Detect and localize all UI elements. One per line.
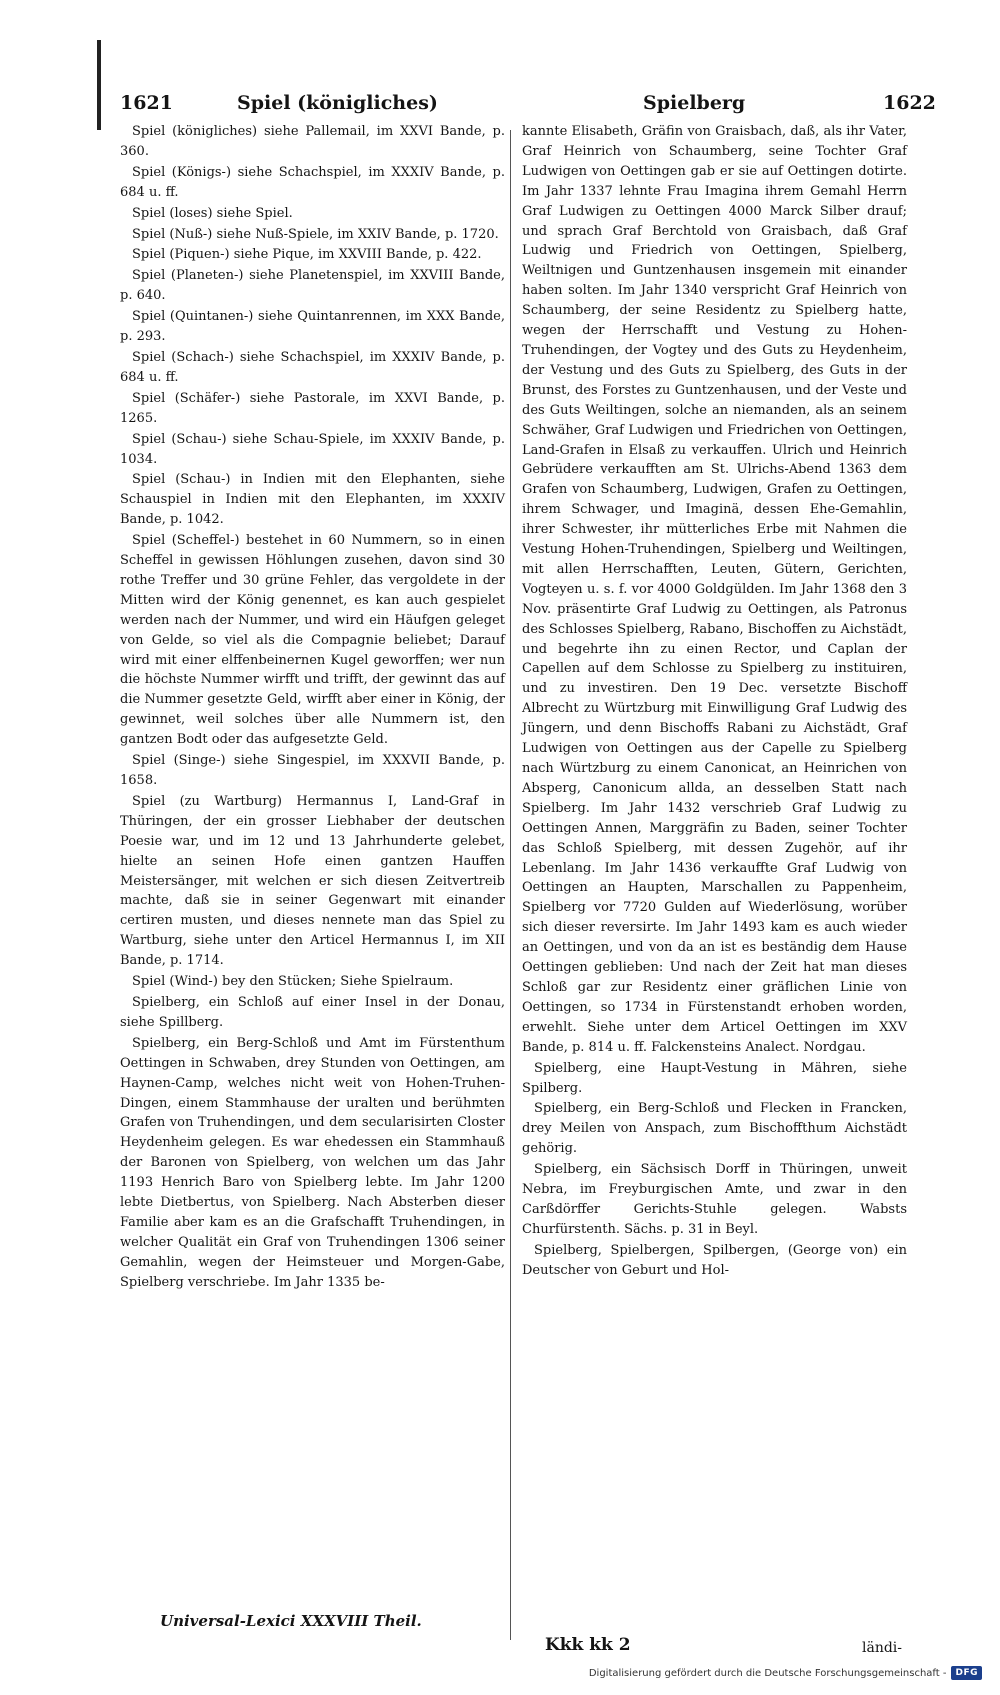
entry-spielberg-francken: Spielberg, ein Berg-Schloß und Flecken in Francken, drey Meilen von Anspach, zum Bischoffthum Aichstädt gehörig. xyxy=(522,1101,907,1157)
entry-wartburg: Spiel (zu Wartburg) Hermannus I, Land-Graf in Thüringen, der ein grosser Liebhaber der deutschen Poesie war, und im 12 und 13 Jahrhunderte gelebet, hielte an seinen Hofe einen gantzen Hauffen Meistersänger, mit welchen er sich diesen Zeitvertreib machte, daß sie in seiner Gegenwart mit einander certiren musten, und dieses nennete man das Spiel zu Wartburg, siehe unter den Articel Hermannus I, im XII Bande, p. 1714. xyxy=(120,793,505,969)
running-head-right: Spielberg xyxy=(643,92,746,114)
entry-loses: Spiel (loses) siehe Spiel. xyxy=(132,205,293,221)
entry-schau: Spiel (Schau-) siehe Schau-Spiele, im XXXIV Bande, p. 1034. xyxy=(120,431,505,467)
right-column xyxy=(522,122,907,1282)
entry-spielberg-maehren: Spielberg, eine Haupt-Vestung in Mähren, siehe Spilberg. xyxy=(522,1060,907,1096)
entry-spielberg-oettingen-continued: kannte Elisabeth, Gräfin von Graisbach, daß, als ihr Vater, Graf Heinrich von Schaumberg, seine Tochter Graf Ludwigen von Oettingen gab er sie auf Oettingen dotirte. Im Jahr 1337 lehnte Frau Imagina ihrem Gemahl Herrn Graf Ludwigen zu Oettingen 4000 Marck Silber drauf; und sprach Graf Berchtold von Graisbach, daß Graf Ludwig und Friedrich von Oettingen, Spielberg, Weiltnigen und Guntzenhausen insgemein mit einander haben solten. Im Jahr 1340 verspricht Graf Heinrich von Schaumberg, der seine Residentz zu Spielberg hatte, wegen der Herrschafft und Vestung zu Hohen-Truhendingen, der Vogtey und des Guts zu Heydenheim, der Vestung und des Guts zu Spielberg, des Guts in der Brunst, des Forstes zu Guntzenhausen, und der Veste und des Guts Weiltingen, solche an niemanden, als an seinem Schwäher, Graf Ludwigen und Friedrichen von Oettingen, Land-Grafen in Elsaß zu verkauffen. Ulrich und Heinrich Gebrüdere verkaufften am St. Ulrichs-Abend 1363 dem Grafen von Schaumberg, Ludwigen, Grafen zu Oettingen, ihrem Schwager, und Imaginä, dessen Ehe-Gemahlin, ihrer Schwester, ihr mütterliches Erbe mit Nahmen die Vestung Hohen-Truhendingen, Spielberg und Weiltingen, mit allen Herrschafften, Leuten, Gütern, Gerichten, Vogteyen u. s. f. vor 4000 Goldgülden. Im Jahr 1368 den 3 Nov. präsentirte Graf Ludwig zu Oettingen, als Patronus des Schlosses Spielberg, Rabano, Bischoffen zu Aichstädt, und begehrte ihn zu einen Rector, und Caplan der Capellen auf dem Schlosse zu Spielberg zu instituiren, und zu investiren. Den 19 Dec. versetzte Bischoff Albrecht zu Würtzburg mit Einwilligung Graf Ludwig des Jüngern, und denn Bischoffs Rabani zu Aichstädt, Graf Ludwigen von Oettingen aus der Capelle zu Spielberg nach Würtzburg zu einem Canonicat, an Heinrichen von Absperg, Canonicum allda, an desselben Statt nach Spielberg. Im Jahr 1432 verschrieb Graf Ludwig zu Oettingen Annen, Marggräfin zu Baden, seiner Tochter das Schloß Spielberg, mit dessen Zugehör, auf ihr Lebenlang. Im Jahr 1436 verkauffte Graf Ludwig von Oettingen an Haupten, Marschallen zu Pappenheim, Spielberg vor 7720 Gulden auf Wiederlösung, worüber sich dieser reversirte. Im Jahr 1493 kam es auch wieder an Oettingen, und von da an ist es beständig dem Hause Oettingen geblieben: Und nach der Zeit hat man dieses Schloß gar zur Residentz einer gräflichen Linie von Oettingen, so 1734 in Fürstenstandt erhoben worden, erwehlt. Siehe unter dem Articel Oettingen im XXV Bande, p. 814 u. ff. Falckensteins Analect. Nordgau. xyxy=(522,124,907,1055)
signature-mark: Kkk kk 2 xyxy=(545,1635,631,1655)
entry-spielberg-thueringen: Spielberg, ein Sächsisch Dorff in Thüringen, unweit Nebra, im Freyburgischen Amte, und zwar in den Carßdörffer Gerichts-Stuhle gelegen. Wabsts Churfürstenth. Sächs. p. 31 in Beyl. xyxy=(522,1162,907,1237)
left-column xyxy=(120,122,505,1294)
entry-koenigs: Spiel (Königs-) siehe Schachspiel, im XXXIV Bande, p. 684 u. ff. xyxy=(120,164,505,200)
digitization-text: Digitalisierung gefördert durch die Deutsche Forschungsgemeinschaft - xyxy=(588,1667,947,1679)
entry-schach: Spiel (Schach-) siehe Schachspiel, im XXXIV Bande, p. 684 u. ff. xyxy=(120,349,505,385)
gutter-shadow xyxy=(97,40,101,130)
volume-line: Universal-Lexici XXXVIII Theil. xyxy=(160,1612,422,1630)
entry-spielberg-oettingen: Spielberg, ein Berg-Schloß und Amt im Fürstenthum Oettingen in Schwaben, drey Stunden von Oettingen, am Haynen-Camp, welches nicht weit von Hohen-Truhen-Dingen, einem Stammhause der uralten und berühmten Grafen von Truhendingen, und dem secularisirten Closter Heydenheim gelegen. Es war ehedessen ein Stammhauß der Baronen von Spielberg, von welchen um das Jahr 1193 Henrich Baro von Spielberg lebte. Im Jahr 1200 lebte Dietbertus, von Spielberg. Nach Absterben dieser Familie aber kam es an die Grafschafft Truhendingen, in welcher Qualität ein Graf von Truhendingen 1306 seiner Gemahlin, wegen der Heimsteuer und Morgen-Gabe, Spielberg verschriebe. Im Jahr 1335 be- xyxy=(120,1035,505,1290)
entry-nuss: Spiel (Nuß-) siehe Nuß-Spiele, im XXIV Bande, p. 1720. xyxy=(132,226,499,242)
running-head-left: Spiel (königliches) xyxy=(237,92,438,114)
digitization-credit xyxy=(589,1663,982,1683)
entry-spielberg-george: Spielberg, Spielbergen, Spilbergen, (George von) ein Deutscher von Geburt und Hol- xyxy=(522,1242,907,1278)
entry-koenigliches: Spiel (königliches) siehe Pallemail, im XXVI Bande, p. 360. xyxy=(120,124,505,159)
entry-scheffel: Spiel (Scheffel-) bestehet in 60 Nummern, so in einen Scheffel in gewissen Höhlungen zusehen, davon sind 30 rothe Treffer und 30 grüne Fehler, das vergoldete in der Mitten wird der König genennet, es kan auch gespielet werden nach der Nummer, und wird ein Häufgen geleget von Gelde, so viel als die Compagnie beliebet; Darauf wird mit einer elffenbeinernen Kugel geworffen; wer nun die höchste Nummer wirfft und trifft, der gewinnt das auf die Nummer gesetzte Geld, wirfft aber einer in König, der gewinnet, weil solches über alle Nummern ist, den gantzen Bodt oder das aufgesetzte Geld. xyxy=(120,533,505,748)
catchword: ländi- xyxy=(862,1640,903,1656)
entry-schaefer: Spiel (Schäfer-) siehe Pastorale, im XXVI Bande, p. 1265. xyxy=(120,390,505,426)
entry-planeten: Spiel (Planeten-) siehe Planetenspiel, im XXVIII Bande, p. 640. xyxy=(120,268,505,304)
entry-wind: Spiel (Wind-) bey den Stücken; Siehe Spielraum. xyxy=(132,974,454,990)
entry-schau-indien: Spiel (Schau-) in Indien mit den Elephanten, siehe Schauspiel in Indien mit den Elephanten, im XXXIV Bande, p. 1042. xyxy=(120,472,505,528)
page-number-left: 1621 xyxy=(120,92,173,114)
entry-singe: Spiel (Singe-) siehe Singespiel, im XXXVII Bande, p. 1658. xyxy=(120,753,505,788)
page-number-right: 1622 xyxy=(883,92,936,114)
column-divider xyxy=(510,130,511,1640)
entry-quintanen: Spiel (Quintanen-) siehe Quintanrennen, im XXX Bande, p. 293. xyxy=(120,309,505,345)
entry-piquen: Spiel (Piquen-) siehe Pique, im XXVIII Bande, p. 422. xyxy=(132,247,482,263)
entry-spielberg-donau: Spielberg, ein Schloß auf einer Insel in der Donau, siehe Spillberg. xyxy=(120,994,505,1030)
dfg-logo: DFG xyxy=(951,1666,982,1680)
